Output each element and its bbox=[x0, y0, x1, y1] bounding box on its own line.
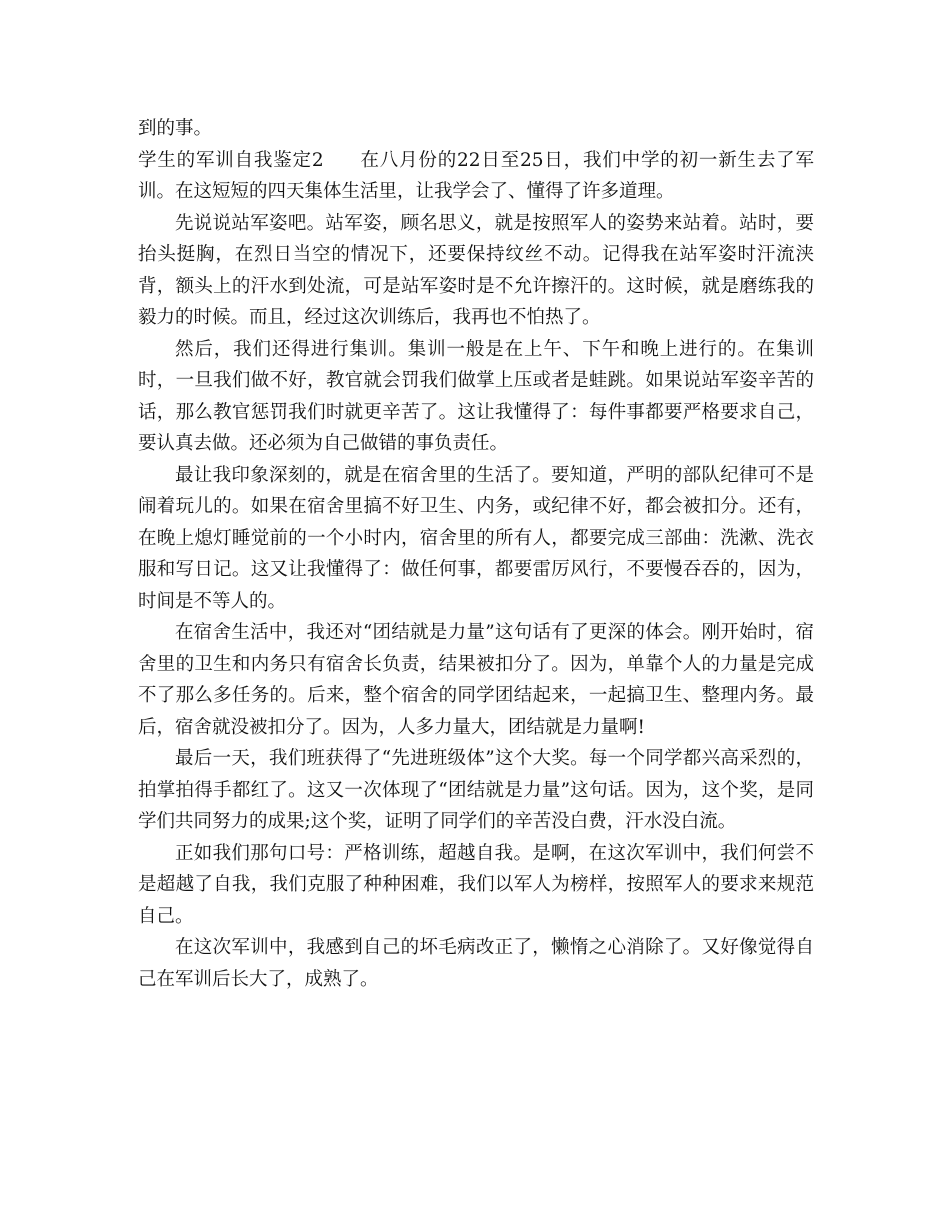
paragraph-standing: 先说说站军姿吧。站军姿，顾名思义，就是按照军人的姿势来站着。站时，要抬头挺胸，在烈日当空的情况下，还要保持纹丝不动。记得我在站军姿时汗流浃背，额头上的汗水到处流，可是站军姿时是不允许擦汗的。这时候，就是磨练我的毅力的时候。而且，经过这次训练后，我再也不怕热了。 bbox=[138, 212, 814, 328]
section-intro: 在八月份的22日至25日，我们中学的初一新生去了军训。在这短短的四天集体生活里，让我学会了、懂得了许多道理。 bbox=[138, 149, 814, 202]
paragraph-award: 最后一天，我们班获得了“先进班级体”这个大奖。每一个同学都兴高采烈的，拍掌拍得手都红了。这又一次体现了“团结就是力量”这句话。因为，这个奖，是同学们共同努力的成果;这个奖，证明了同学们的辛苦没白费，汗水没白流。 bbox=[138, 748, 814, 832]
paragraph-conclusion: 在这次军训中，我感到自己的坏毛病改正了，懒惰之心消除了。又好像觉得自己在军训后长大了，成熟了。 bbox=[138, 937, 814, 990]
paragraph-unity: 在宿舍生活中，我还对“团结就是力量”这句话有了更深的体会。刚开始时，宿舍里的卫生和内务只有宿舍长负责，结果被扣分了。因为，单靠个人的力量是完成不了那么多任务的。后来，整个宿舍的同学团结起来，一起搞卫生、整理内务。最后，宿舍就没被扣分了。因为，人多力量大，团结就是力量啊! bbox=[138, 622, 814, 738]
section-heading-line bbox=[138, 145, 814, 208]
continuation-text: 到的事。 bbox=[138, 118, 213, 139]
paragraph-slogan: 正如我们那句口号：严格训练，超越自我。是啊，在这次军训中，我们何尝不是超越了自我，我们克服了种种困难，我们以军人为榜样，按照军人的要求来规范自己。 bbox=[138, 842, 814, 927]
document-body bbox=[138, 113, 814, 995]
paragraph-drills: 然后，我们还得进行集训。集训一般是在上午、下午和晚上进行的。在集训时，一旦我们做不好，教官就会罚我们做掌上压或者是蛙跳。如果说站军姿辛苦的话，那么教官惩罚我们时就更辛苦了。这让我懂得了：每件事都要严格要求自己，要认真去做。还必须为自己做错的事负责任。 bbox=[138, 338, 814, 454]
section-title: 学生的军训自我鉴定2 bbox=[138, 149, 324, 171]
paragraph-dorm-life: 最让我印象深刻的，就是在宿舍里的生活了。要知道，严明的部队纪律可不是闹着玩儿的。如果在宿舍里搞不好卫生、内务，或纪律不好，都会被扣分。还有，在晚上熄灯睡觉前的一个小时内，宿舍里的所有人，都要完成三部曲：洗漱、洗衣服和写日记。这又让我懂得了：做任何事，都要雷厉风行，不要慢吞吞的，因为，时间是不等人的。 bbox=[138, 464, 814, 612]
